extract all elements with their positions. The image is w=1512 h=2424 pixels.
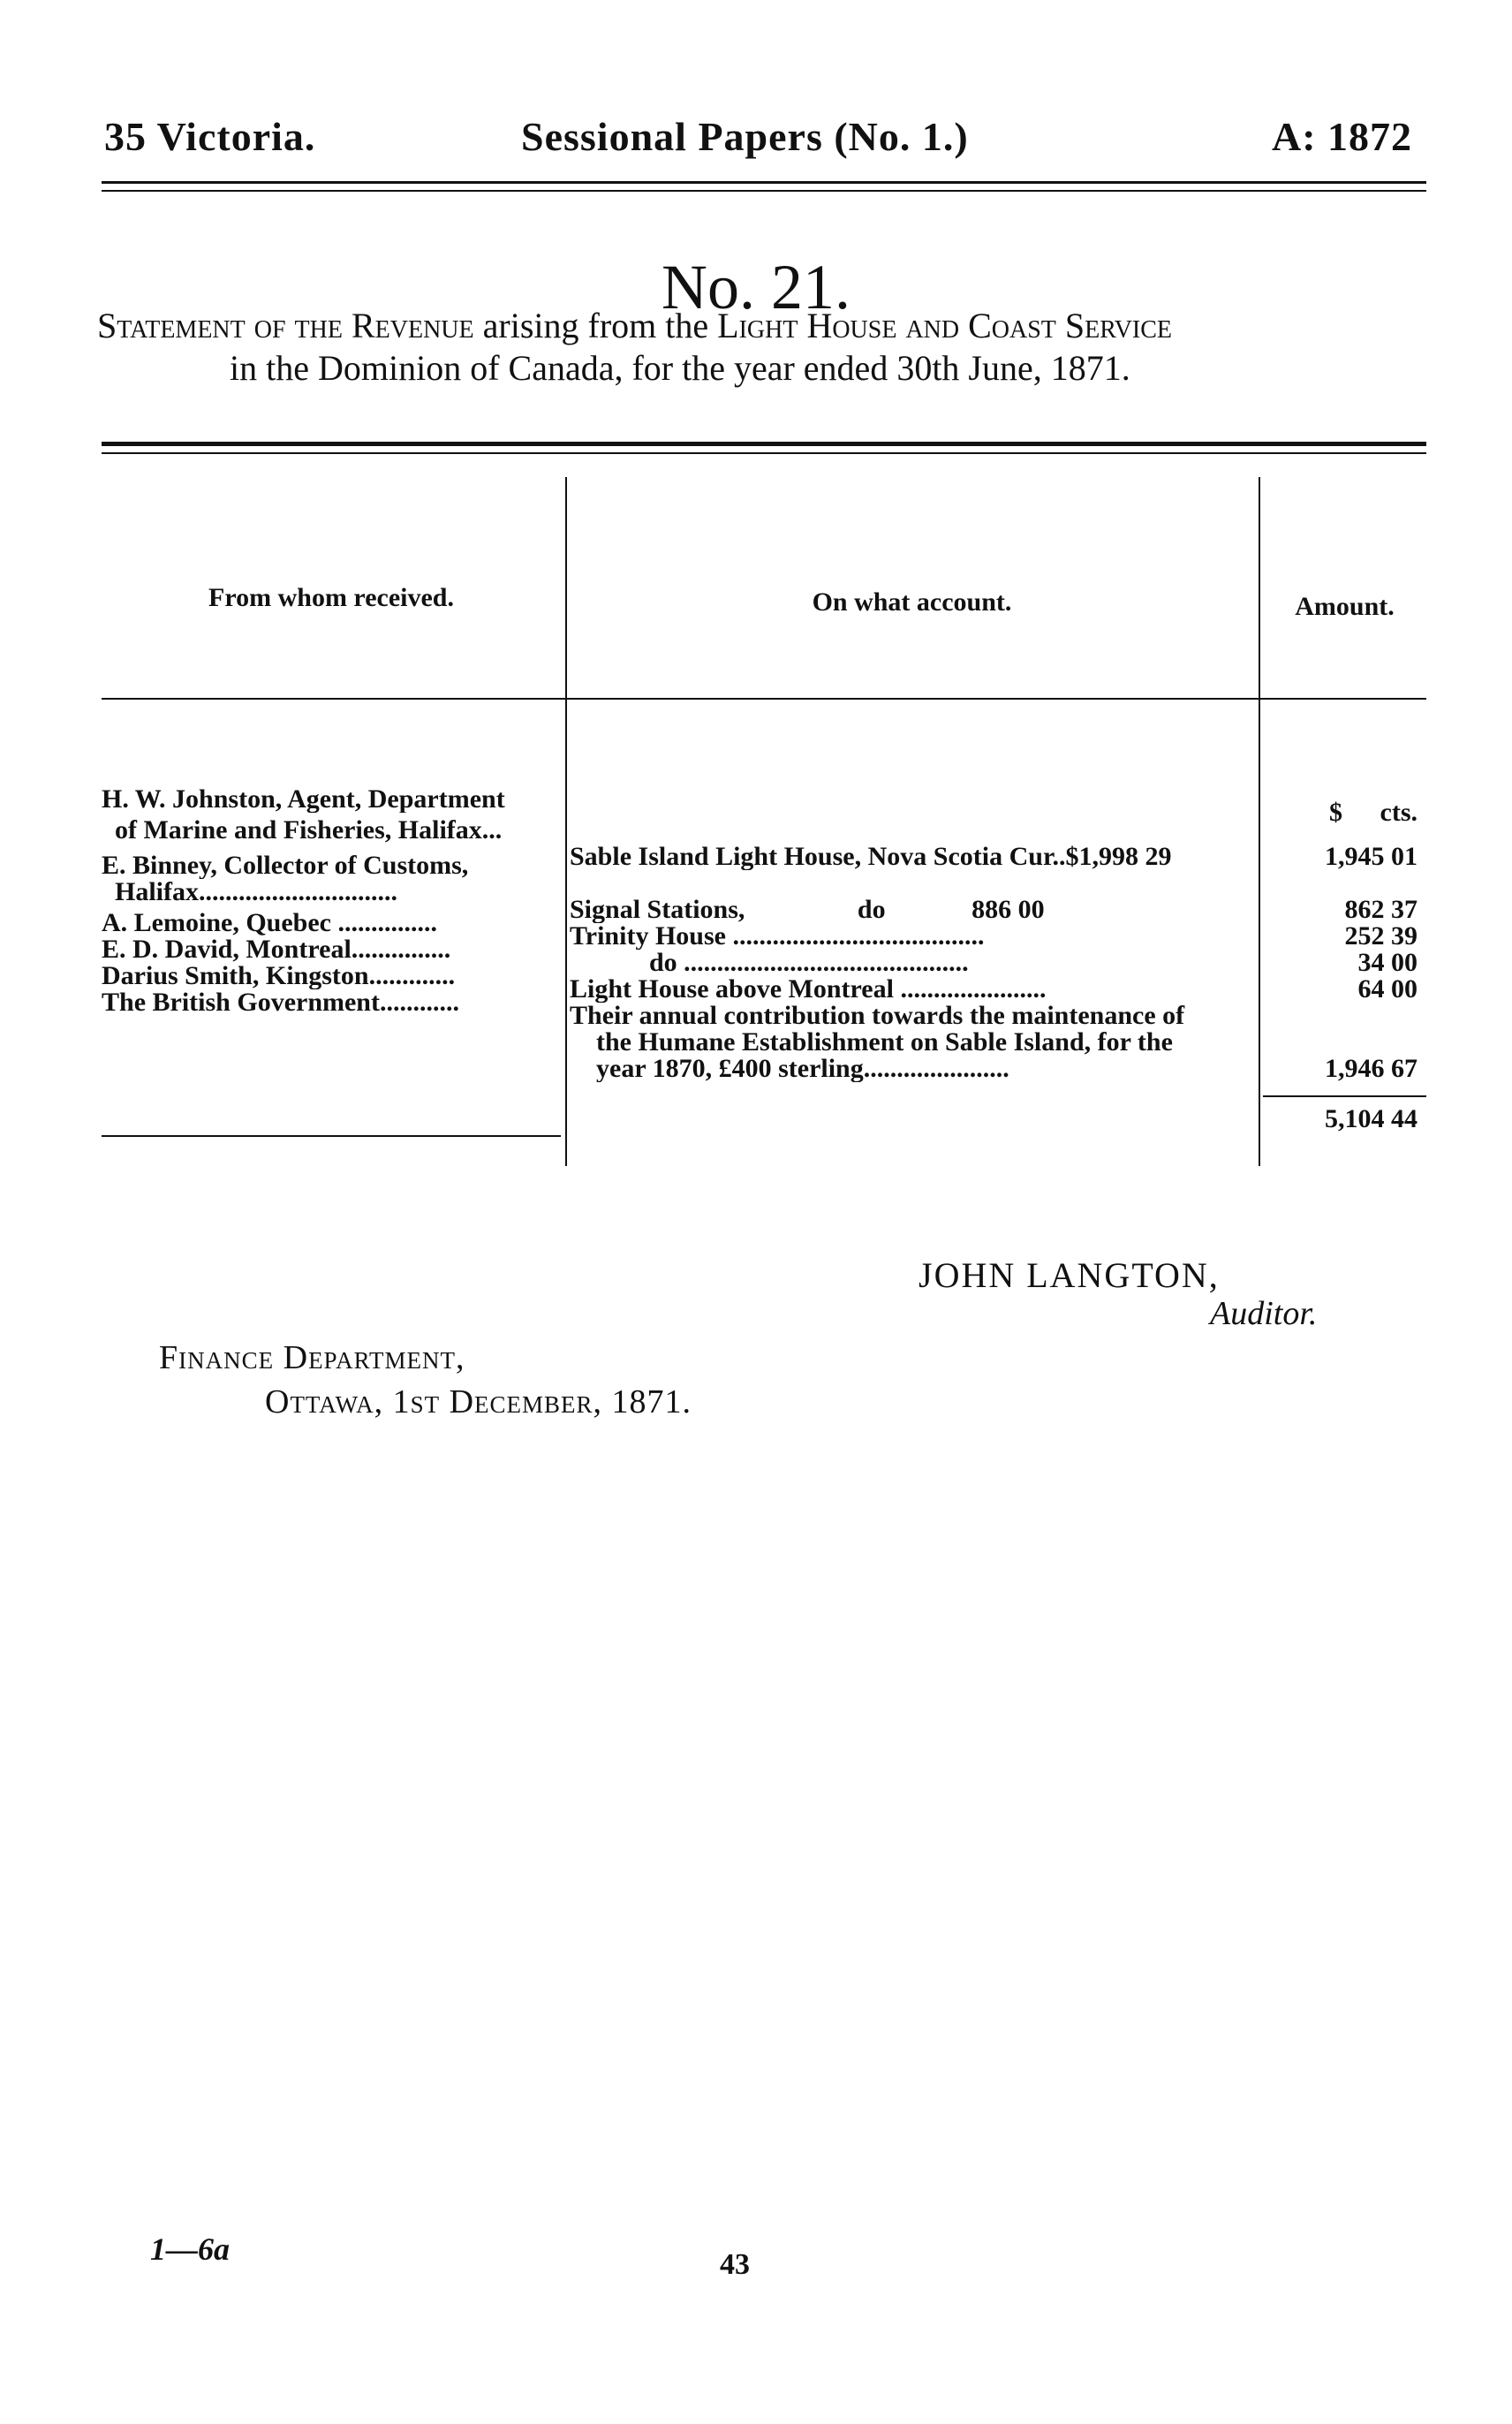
statement-lead: Statement of the Revenue: [97, 306, 474, 345]
currency-head: $: [1329, 798, 1342, 827]
cents-head: cts.: [1380, 798, 1418, 827]
column-header-amount: Amount.: [1295, 592, 1395, 621]
document-title: No. 21.: [662, 252, 850, 322]
row-5-amount: 64 00: [1357, 974, 1418, 1004]
column-header-from: From whom received.: [208, 583, 454, 612]
row-5-account: Light House above Montreal ......................: [570, 976, 1047, 1003]
row-6-from: The British Government............: [102, 989, 459, 1016]
row-4-account: do ...........................................: [649, 950, 969, 976]
statement-heading: [97, 305, 1422, 390]
page-number: 43: [720, 2248, 750, 2281]
row-1-amount: 1,945 01: [1325, 842, 1418, 871]
row-2-amount: 862 37: [1344, 895, 1418, 924]
row-2-from-a: E. Binney, Collector of Customs,: [102, 852, 469, 879]
statement-service: Light House and Coast Service: [717, 306, 1173, 345]
header-right: A: 1872: [1272, 114, 1413, 159]
statement-mid: arising from the: [473, 306, 718, 345]
column-divider-1: [565, 477, 567, 1166]
header-left: 35 Victoria.: [104, 114, 316, 159]
row-1-from-b: of Marine and Fisheries, Halifax...: [115, 817, 503, 844]
row-2-account: Signal Stations, do 886 00: [570, 897, 1045, 923]
row-3-from: A. Lemoine, Quebec ...............: [102, 910, 437, 936]
header-rule: [102, 181, 1426, 184]
row-5-from: Darius Smith, Kingston.............: [102, 963, 456, 989]
row-6-amount: 1,946 67: [1325, 1054, 1418, 1083]
row-1-from-a: H. W. Johnston, Agent, Department: [102, 786, 505, 813]
column-header-account: On what account.: [812, 587, 1012, 617]
row-6-account-a: Their annual contribution towards the maintenance of: [570, 1003, 1185, 1029]
header-center: Sessional Papers (No. 1.): [521, 114, 969, 159]
statement-line2: in the Dominion of Canada, for the year ended 30th June, 1871.: [230, 348, 1130, 388]
auditor-title: Auditor.: [1210, 1295, 1318, 1332]
total-rule: [1263, 1095, 1426, 1097]
row-2-from-b: Halifax..............................: [115, 879, 397, 905]
header-rule-thin: [102, 190, 1426, 192]
row-1-account: Sable Island Light House, Nova Scotia Cur..$1,998 29: [570, 844, 1172, 870]
table-bottom-rule: [102, 1135, 561, 1137]
total-amount: 5,104 44: [1325, 1104, 1418, 1133]
row-3-account: Trinity House ......................................: [570, 923, 985, 950]
row-4-from: E. D. David, Montreal...............: [102, 936, 451, 963]
department-name: Finance Department,: [159, 1339, 465, 1376]
auditor-name: JOHN LANGTON,: [919, 1255, 1220, 1295]
row-6-account-b: the Humane Establishment on Sable Island, for the: [596, 1029, 1173, 1056]
signature-mark: 1—6a: [150, 2231, 230, 2267]
place-and-date: Ottawa, 1st December, 1871.: [265, 1383, 692, 1420]
row-3-amount: 252 39: [1344, 921, 1418, 951]
row-4-amount: 34 00: [1357, 948, 1418, 977]
table-top-rule-thin: [102, 452, 1426, 454]
column-header-rule: [102, 698, 1426, 700]
table-top-rule: [102, 442, 1426, 446]
column-divider-2: [1259, 477, 1260, 1166]
row-6-account-c: year 1870, £400 sterling......................: [596, 1056, 1009, 1082]
